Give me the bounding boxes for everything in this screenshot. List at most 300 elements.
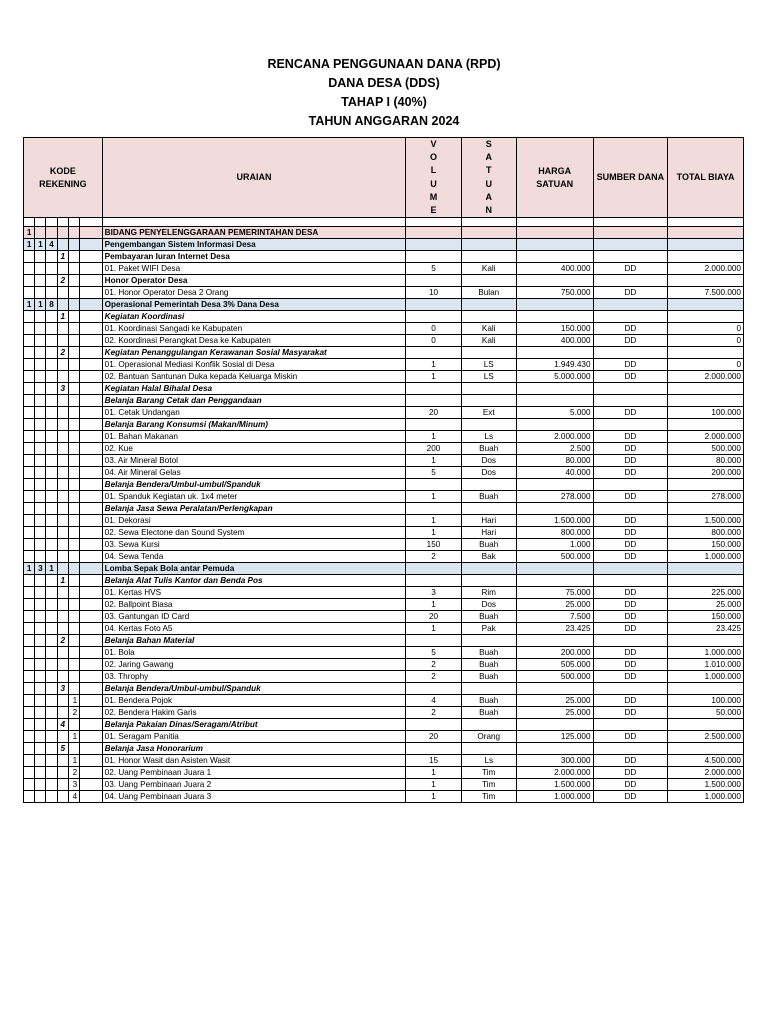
satuan-cell (461, 635, 516, 647)
kode-5 (68, 311, 79, 323)
harga-satuan-cell (516, 419, 593, 431)
empty-cell (102, 218, 406, 227)
empty-cell (406, 218, 461, 227)
volume-cell: 200 (406, 443, 461, 455)
kode-3 (46, 227, 57, 239)
kode-3 (46, 383, 57, 395)
uraian-cell: 04. Sewa Tenda (102, 551, 406, 563)
total-biaya-cell (668, 395, 744, 407)
kode-5 (68, 263, 79, 275)
table-row (24, 443, 744, 455)
kode-2 (35, 719, 46, 731)
satuan-cell: Kali (461, 263, 516, 275)
table-row (24, 263, 744, 275)
table-row (24, 359, 744, 371)
kode-1 (24, 407, 35, 419)
uraian-cell: 03. Air Mineral Botol (102, 455, 406, 467)
volume-cell (406, 719, 461, 731)
kode-6 (80, 515, 103, 527)
volume-cell: 1 (406, 767, 461, 779)
header-letter: N (485, 205, 492, 216)
kode-3 (46, 755, 57, 767)
harga-satuan-cell: 5.000.000 (516, 371, 593, 383)
kode-2 (35, 683, 46, 695)
volume-cell: 20 (406, 611, 461, 623)
total-biaya-cell: 278.000 (668, 491, 744, 503)
sumber-dana-cell: DD (593, 791, 668, 803)
table-row (24, 491, 744, 503)
kode-6 (80, 467, 103, 479)
satuan-cell: Tim (461, 767, 516, 779)
kode-3 (46, 323, 57, 335)
volume-cell (406, 743, 461, 755)
total-biaya-cell: 2.000.000 (668, 263, 744, 275)
kode-5: 3 (68, 779, 79, 791)
kode-3 (46, 479, 57, 491)
total-biaya-cell: 7.500.000 (668, 287, 744, 299)
kode-1 (24, 659, 35, 671)
kode-6 (80, 299, 103, 311)
kode-4 (57, 503, 68, 515)
sumber-dana-cell (593, 311, 668, 323)
kode-2 (35, 503, 46, 515)
kode-1 (24, 551, 35, 563)
harga-satuan-cell: 150.000 (516, 323, 593, 335)
volume-cell: 2 (406, 707, 461, 719)
kode-2 (35, 515, 46, 527)
kode-3 (46, 491, 57, 503)
volume-cell: 3 (406, 587, 461, 599)
kode-2 (35, 755, 46, 767)
kode-5 (68, 455, 79, 467)
harga-satuan-cell (516, 347, 593, 359)
sumber-dana-cell (593, 227, 668, 239)
kode-1 (24, 383, 35, 395)
table-row (24, 218, 744, 227)
total-biaya-cell: 25.000 (668, 599, 744, 611)
kode-5 (68, 431, 79, 443)
kode-6 (80, 239, 103, 251)
uraian-cell: Belanja Bahan Material (102, 635, 406, 647)
table-row (24, 503, 744, 515)
kode-5 (68, 395, 79, 407)
uraian-cell: 02. Bantuan Santunan Duka kepada Keluarga Miskin (102, 371, 406, 383)
kode-5 (68, 443, 79, 455)
table-row (24, 227, 744, 239)
kode-3 (46, 251, 57, 263)
kode-4: 1 (57, 311, 68, 323)
title-line-2: DANA DESA (DDS) (328, 76, 440, 90)
kode-4 (57, 767, 68, 779)
uraian-cell: 01. Spanduk Kegiatan uk. 1x4 meter (102, 491, 406, 503)
total-biaya-cell: 1.010.000 (668, 659, 744, 671)
total-biaya-cell: 80.000 (668, 455, 744, 467)
harga-satuan-cell: 505.000 (516, 659, 593, 671)
kode-1 (24, 743, 35, 755)
kode-2 (35, 659, 46, 671)
uraian-cell: 04. Air Mineral Gelas (102, 467, 406, 479)
table-row (24, 791, 744, 803)
kode-4: 2 (57, 635, 68, 647)
kode-3 (46, 443, 57, 455)
header-letter: U (485, 178, 492, 189)
volume-cell: 20 (406, 731, 461, 743)
volume-cell: 1 (406, 455, 461, 467)
volume-cell: 1 (406, 371, 461, 383)
kode-3 (46, 515, 57, 527)
total-biaya-cell: 100.000 (668, 695, 744, 707)
table-row (24, 587, 744, 599)
kode-1: 1 (24, 299, 35, 311)
volume-cell (406, 395, 461, 407)
sumber-dana-cell (593, 275, 668, 287)
kode-5: 1 (68, 755, 79, 767)
volume-cell (406, 575, 461, 587)
harga-satuan-cell (516, 251, 593, 263)
table-row (24, 311, 744, 323)
kode-3 (46, 371, 57, 383)
uraian-cell: 02. Koordinasi Perangkat Desa ke Kabupaten (102, 335, 406, 347)
kode-2 (35, 587, 46, 599)
kode-4 (57, 611, 68, 623)
kode-2 (35, 347, 46, 359)
total-biaya-cell (668, 503, 744, 515)
kode-4: 3 (57, 383, 68, 395)
kode-1 (24, 539, 35, 551)
sumber-dana-cell: DD (593, 323, 668, 335)
kode-6 (80, 419, 103, 431)
sumber-dana-cell: DD (593, 587, 668, 599)
kode-3 (46, 683, 57, 695)
volume-cell (406, 503, 461, 515)
sumber-dana-cell (593, 239, 668, 251)
volume-cell (406, 635, 461, 647)
sumber-dana-cell: DD (593, 455, 668, 467)
kode-1 (24, 671, 35, 683)
satuan-cell (461, 383, 516, 395)
kode-1 (24, 635, 35, 647)
kode-2 (35, 575, 46, 587)
volume-cell (406, 383, 461, 395)
satuan-cell (461, 275, 516, 287)
uraian-cell: 03. Uang Pembinaan Juara 2 (102, 779, 406, 791)
satuan-cell: Buah (461, 611, 516, 623)
satuan-cell (461, 419, 516, 431)
kode-4 (57, 335, 68, 347)
table-row (24, 683, 744, 695)
uraian-cell: Belanja Jasa Sewa Peralatan/Perlengkapan (102, 503, 406, 515)
sumber-dana-cell (593, 479, 668, 491)
uraian-cell: 02. Jaring Gawang (102, 659, 406, 671)
kode-4 (57, 359, 68, 371)
sumber-dana-cell: DD (593, 623, 668, 635)
kode-1 (24, 455, 35, 467)
kode-1 (24, 683, 35, 695)
satuan-cell (461, 239, 516, 251)
sumber-dana-cell: DD (593, 359, 668, 371)
kode-3 (46, 695, 57, 707)
kode-5 (68, 323, 79, 335)
uraian-cell: 01. Dekorasi (102, 515, 406, 527)
table-row (24, 575, 744, 587)
total-biaya-cell: 1.500.000 (668, 779, 744, 791)
uraian-cell: Belanja Bendera/Umbul-umbul/Spanduk (102, 479, 406, 491)
total-biaya-cell: 2.000.000 (668, 371, 744, 383)
satuan-cell (461, 299, 516, 311)
kode-4 (57, 287, 68, 299)
uraian-cell: 01. Kertas HVS (102, 587, 406, 599)
uraian-cell: Pengembangan Sistem Informasi Desa (102, 239, 406, 251)
satuan-cell: Orang (461, 731, 516, 743)
table-row (24, 371, 744, 383)
header-letter: A (485, 191, 492, 202)
volume-cell: 10 (406, 287, 461, 299)
table-row (24, 395, 744, 407)
kode-2 (35, 287, 46, 299)
satuan-cell: Ext (461, 407, 516, 419)
kode-3 (46, 539, 57, 551)
total-biaya-cell (668, 419, 744, 431)
kode-5 (68, 515, 79, 527)
kode-5 (68, 347, 79, 359)
satuan-cell: Tim (461, 779, 516, 791)
kode-5 (68, 299, 79, 311)
table-row (24, 707, 744, 719)
uraian-cell: Operasional Pemerintah Desa 3% Dana Desa (102, 299, 406, 311)
kode-4: 1 (57, 251, 68, 263)
kode-2 (35, 431, 46, 443)
kode-2 (35, 623, 46, 635)
kode-5 (68, 575, 79, 587)
kode-6 (80, 743, 103, 755)
kode-4 (57, 587, 68, 599)
kode-1 (24, 323, 35, 335)
kode-2 (35, 227, 46, 239)
sumber-dana-cell (593, 299, 668, 311)
satuan-cell (461, 575, 516, 587)
kode-4 (57, 395, 68, 407)
kode-5 (68, 383, 79, 395)
kode-4 (57, 227, 68, 239)
total-biaya-cell: 0 (668, 323, 744, 335)
kode-1 (24, 467, 35, 479)
satuan-cell (461, 503, 516, 515)
kode-3 (46, 575, 57, 587)
kode-3: 1 (46, 563, 57, 575)
kode-4 (57, 527, 68, 539)
kode-5: 1 (68, 695, 79, 707)
kode-4: 3 (57, 683, 68, 695)
header-letter: M (429, 191, 438, 202)
kode-2: 1 (35, 299, 46, 311)
kode-4 (57, 671, 68, 683)
total-biaya-cell: 100.000 (668, 407, 744, 419)
kode-6 (80, 347, 103, 359)
kode-1 (24, 395, 35, 407)
header-satuan (461, 138, 516, 218)
kode-3 (46, 359, 57, 371)
table-row (24, 539, 744, 551)
kode-5 (68, 719, 79, 731)
harga-satuan-cell: 80.000 (516, 455, 593, 467)
kode-3 (46, 503, 57, 515)
kode-2 (35, 443, 46, 455)
sumber-dana-cell: DD (593, 779, 668, 791)
total-biaya-cell (668, 227, 744, 239)
kode-3 (46, 791, 57, 803)
kode-3: 8 (46, 299, 57, 311)
kode-5: 4 (68, 791, 79, 803)
kode-6 (80, 539, 103, 551)
table-row (24, 659, 744, 671)
uraian-cell: Belanja Pakaian Dinas/Seragam/Atribut (102, 719, 406, 731)
kode-5 (68, 227, 79, 239)
uraian-cell: 02. Bendera Hakim Garis (102, 707, 406, 719)
empty-cell (668, 218, 744, 227)
table-row (24, 599, 744, 611)
kode-5 (68, 551, 79, 563)
kode-6 (80, 251, 103, 263)
kode-5: 2 (68, 707, 79, 719)
table-row (24, 635, 744, 647)
kode-1 (24, 359, 35, 371)
kode-6 (80, 275, 103, 287)
kode-6 (80, 287, 103, 299)
kode-5 (68, 527, 79, 539)
harga-satuan-cell: 400.000 (516, 263, 593, 275)
volume-cell: 0 (406, 323, 461, 335)
kode-1 (24, 719, 35, 731)
kode-6 (80, 443, 103, 455)
kode-1: 1 (24, 239, 35, 251)
kode-6 (80, 431, 103, 443)
kode-3 (46, 779, 57, 791)
volume-cell: 1 (406, 515, 461, 527)
kode-3 (46, 431, 57, 443)
kode-4 (57, 455, 68, 467)
kode-5 (68, 359, 79, 371)
kode-4: 2 (57, 275, 68, 287)
satuan-cell (461, 719, 516, 731)
kode-3 (46, 743, 57, 755)
kode-1 (24, 575, 35, 587)
total-biaya-cell: 2.500.000 (668, 731, 744, 743)
satuan-cell: Buah (461, 647, 516, 659)
harga-satuan-cell (516, 575, 593, 587)
sumber-dana-cell: DD (593, 335, 668, 347)
satuan-cell: Tim (461, 791, 516, 803)
volume-cell: 1 (406, 599, 461, 611)
table-row (24, 479, 744, 491)
kode-1 (24, 647, 35, 659)
table-row (24, 743, 744, 755)
kode-2 (35, 731, 46, 743)
kode-6 (80, 695, 103, 707)
header-harga-satuan: HARGA SATUAN (516, 138, 593, 218)
sumber-dana-cell: DD (593, 695, 668, 707)
uraian-cell: 03. Throphy (102, 671, 406, 683)
kode-2: 3 (35, 563, 46, 575)
kode-1 (24, 611, 35, 623)
kode-6 (80, 707, 103, 719)
kode-5 (68, 479, 79, 491)
volume-cell (406, 419, 461, 431)
sumber-dana-cell: DD (593, 515, 668, 527)
uraian-cell: 02. Uang Pembinaan Juara 1 (102, 767, 406, 779)
kode-5 (68, 587, 79, 599)
kode-5: 1 (68, 731, 79, 743)
title-line-3: TAHAP I (40%) (341, 95, 427, 109)
total-biaya-cell (668, 239, 744, 251)
total-biaya-cell: 50.000 (668, 707, 744, 719)
volume-cell: 1 (406, 359, 461, 371)
kode-2 (35, 599, 46, 611)
total-biaya-cell: 800.000 (668, 527, 744, 539)
kode-4 (57, 299, 68, 311)
kode-3 (46, 287, 57, 299)
satuan-cell: Buah (461, 443, 516, 455)
uraian-cell: 01. Bola (102, 647, 406, 659)
kode-4 (57, 551, 68, 563)
kode-5 (68, 659, 79, 671)
table-row (24, 299, 744, 311)
table-row (24, 623, 744, 635)
uraian-cell: Pembayaran Iuran Internet Desa (102, 251, 406, 263)
uraian-cell: 03. Gantungan ID Card (102, 611, 406, 623)
uraian-cell: Lomba Sepak Bola antar Pemuda (102, 563, 406, 575)
sumber-dana-cell: DD (593, 671, 668, 683)
satuan-cell: Hari (461, 515, 516, 527)
harga-satuan-cell: 25.000 (516, 695, 593, 707)
uraian-cell: Belanja Bendera/Umbul-umbul/Spanduk (102, 683, 406, 695)
volume-cell: 2 (406, 659, 461, 671)
satuan-cell: Dos (461, 599, 516, 611)
total-biaya-cell (668, 347, 744, 359)
volume-cell: 1 (406, 431, 461, 443)
kode-6 (80, 659, 103, 671)
kode-6 (80, 779, 103, 791)
kode-2 (35, 635, 46, 647)
volume-cell: 2 (406, 551, 461, 563)
volume-cell (406, 347, 461, 359)
kode-4 (57, 467, 68, 479)
kode-5 (68, 335, 79, 347)
kode-4: 4 (57, 719, 68, 731)
volume-cell: 1 (406, 491, 461, 503)
kode-5 (68, 491, 79, 503)
sumber-dana-cell: DD (593, 431, 668, 443)
uraian-cell: 02. Kue (102, 443, 406, 455)
uraian-cell: 01. Koordinasi Sangadi ke Kabupaten (102, 323, 406, 335)
empty-cell (593, 218, 668, 227)
kode-2 (35, 611, 46, 623)
total-biaya-cell (668, 563, 744, 575)
harga-satuan-cell (516, 275, 593, 287)
uraian-cell: 01. Bendera Pojok (102, 695, 406, 707)
kode-6 (80, 395, 103, 407)
kode-3 (46, 455, 57, 467)
kode-1 (24, 623, 35, 635)
total-biaya-cell: 500.000 (668, 443, 744, 455)
kode-2 (35, 671, 46, 683)
total-biaya-cell (668, 275, 744, 287)
table-row (24, 347, 744, 359)
total-biaya-cell (668, 635, 744, 647)
kode-1 (24, 779, 35, 791)
satuan-cell (461, 563, 516, 575)
uraian-cell: 01. Seragam Panitia (102, 731, 406, 743)
total-biaya-cell (668, 743, 744, 755)
